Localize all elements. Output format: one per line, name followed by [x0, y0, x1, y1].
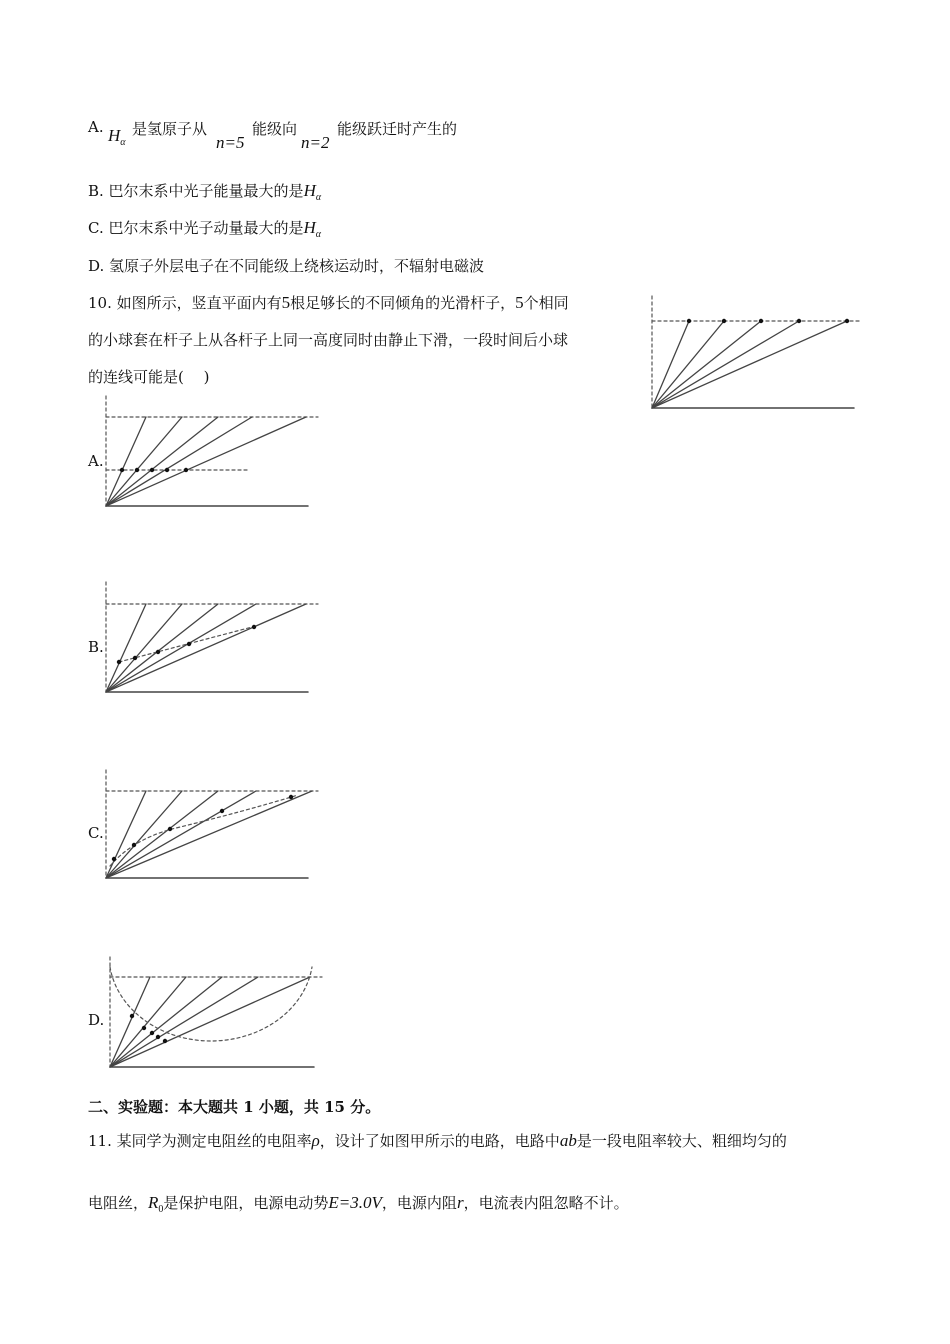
q9-option-a-text1: 是氢原子从	[132, 120, 208, 138]
q11-line2-a: 电阻丝，	[88, 1194, 149, 1212]
q10-line1-a: 10. 如图所示，竖直平面内有	[88, 294, 282, 312]
h-alpha-symbol-b: $H_\alpha$	[303, 181, 322, 203]
q10-ball-count: 5	[515, 293, 524, 312]
q10-option-c-figure	[102, 770, 322, 890]
q10-line1-b: 根足够长的不同倾角的光滑杆子，	[290, 294, 516, 312]
rho-symbol: ρ	[311, 1131, 320, 1150]
emf-value: E=3.0V	[328, 1193, 382, 1212]
q9-option-a-math1: n=5	[216, 133, 245, 152]
q9-option-c-text: C. 巴尔末系中光子动量最大的是	[88, 219, 304, 237]
q10-option-b-figure	[102, 582, 322, 702]
q11-line2-d: ，电流表内阻忽略不计。	[463, 1194, 629, 1212]
q11-line1-a: 11. 某同学为测定电阻丝的电阻率	[88, 1132, 312, 1150]
q10-option-d-figure	[104, 957, 334, 1077]
q10-line2: 的小球套在杆子上从各杆子上同一高度同时由静止下滑，一段时间后小球	[88, 331, 569, 349]
q9-option-d-text: D. 氢原子外层电子在不同能级上绕核运动时，不辐射电磁波	[88, 257, 485, 275]
h-alpha-symbol: $H_\alpha$	[108, 126, 126, 148]
q11-line1-b: ，设计了如图甲所示的电路，电路中	[319, 1132, 560, 1150]
q9-option-a-text2: 能级向	[252, 120, 298, 138]
section2-heading: 二、实验题：本大题共 1 小题，共 15 分。	[88, 1098, 381, 1116]
r-symbol: r	[456, 1193, 464, 1212]
q11-line2	[88, 1192, 629, 1215]
q10-line3: 的连线可能是( )	[88, 368, 210, 386]
q10-option-a-label: A.	[88, 452, 104, 470]
q10-option-c-label: C.	[88, 824, 104, 842]
q11-line2-b: 是保护电阻，电源电动势	[163, 1194, 329, 1212]
r0-symbol: $R_0$	[148, 1193, 164, 1215]
q9-option-d	[88, 255, 484, 276]
q10-option-a-figure	[102, 396, 322, 516]
q10-line1	[88, 292, 569, 313]
q9-option-a-label: A.	[88, 118, 104, 136]
q9-option-a-text3: 能级跃迁时产生的	[337, 120, 458, 138]
q10-line1-c: 个相同	[523, 294, 569, 312]
q10-main-figure	[648, 296, 868, 416]
q9-option-b-text: B. 巴尔末系中光子能量最大的是	[88, 182, 304, 200]
q9-option-a-math2: n=2	[301, 133, 330, 152]
q10-rod-count: 5	[281, 293, 291, 312]
q11-line2-c: ，电源内阻	[381, 1194, 457, 1212]
q10-option-b-label: B.	[88, 638, 104, 656]
q11-line1-c: 是一段电阻率较大、粗细均匀的	[576, 1132, 787, 1150]
q9-option-c	[88, 217, 321, 240]
q10-option-d-label: D.	[88, 1011, 105, 1029]
q9-option-a	[88, 118, 104, 136]
ab-symbol: ab	[559, 1131, 577, 1150]
q9-option-b	[88, 180, 321, 203]
q11-line1	[88, 1130, 787, 1151]
h-alpha-symbol-c: $H_\alpha$	[303, 218, 322, 240]
